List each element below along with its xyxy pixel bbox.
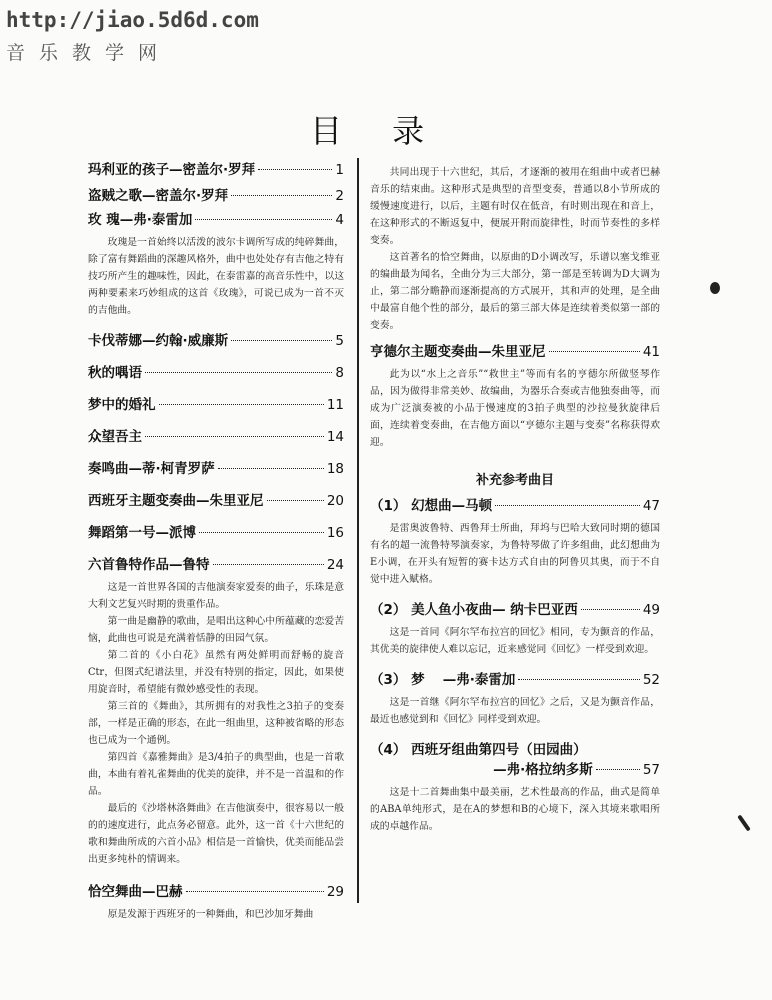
toc-entry-title: 舞蹈第一号—派博 xyxy=(88,525,196,541)
toc-entry-description xyxy=(370,694,660,728)
toc-entry xyxy=(370,760,660,780)
toc-entry-title: （4） 西班牙组曲第四号（田园曲） xyxy=(370,742,587,758)
toc-item xyxy=(88,210,344,319)
toc-dot-leader xyxy=(596,769,640,770)
toc-entry-title: 玫 瑰—弗·泰雷加 xyxy=(88,212,193,228)
supplement-section-title: 补充参考曲目 xyxy=(475,473,554,488)
toc-entry-page: 11 xyxy=(326,397,344,413)
toc-entry-page: 41 xyxy=(642,344,660,360)
description-paragraph: 第二首的《小白花》虽然有两处鲜明而舒畅的旋音Ctr，但图式纪谱法里，并没有特别的指定，因此，如果使用旋音时，希望能有微妙感受性的表现。 xyxy=(88,650,344,695)
toc-entry xyxy=(370,670,660,690)
description-paragraph: 原是发源于西班牙的一种舞曲，和巴沙加牙舞曲 xyxy=(107,909,314,920)
toc-entry-description xyxy=(370,520,660,588)
description-paragraph: 是雷奥波鲁特、西鲁拜士所曲，拜坞与巴哈大致同时期的德国有名的超一流鲁特琴演奏家，为鲁特琴做了许多组曲，此幻想曲为E小调，在开头有短暂的赛卡达方式自由的阿鲁贝其奥，而于不自觉中进入赋格。 xyxy=(370,523,660,585)
description-paragraph: 这是一首继《阿尔罕布拉宫的回忆》之后，又是为颤音作品，最近也感觉到和《回忆》同样受到欢迎。 xyxy=(370,697,660,725)
toc-entry xyxy=(88,186,344,206)
toc-entry-page: 5 xyxy=(335,333,344,349)
toc-entry-description xyxy=(88,234,344,319)
toc-dot-leader xyxy=(549,351,640,352)
toc-entry-description xyxy=(88,579,344,868)
toc-entry-page: 57 xyxy=(642,762,660,778)
toc-entry-page: 52 xyxy=(642,672,660,688)
toc-entry-page: 14 xyxy=(326,429,344,445)
toc-entry-title: （3） 梦 —弗·泰雷加 xyxy=(370,672,516,688)
description-paragraph: 第四首《嘉雅舞曲》是3/4拍子的典型曲，也是一首歌曲，本曲有着礼雀舞曲的优美的旋律，并不是一首温和的作品。 xyxy=(88,752,344,797)
toc-item xyxy=(88,363,344,383)
ink-blot xyxy=(737,814,751,831)
toc-entry-title: （2） 美人鱼小夜曲— 纳卡巴亚西 xyxy=(370,602,578,618)
toc-entry-title: 卡伐蒂娜—约翰·威廉斯 xyxy=(88,333,229,349)
toc-dot-leader xyxy=(195,219,332,220)
toc-entry-title: 奏鸣曲—蒂·柯青罗萨 xyxy=(88,461,215,477)
toc-dot-leader xyxy=(159,404,324,405)
toc-entry-page: 8 xyxy=(335,365,344,381)
description-paragraph: 最后的《沙塔林洛舞曲》在吉他演奏中，很容易以一般的的速度进行，此点务必留意。此外，这一首《十六世纪的歌和舞曲所成的六首小品》相信是一首愉快，优美而能品尝出更多纯朴的情调来。 xyxy=(88,803,344,865)
toc-dot-leader xyxy=(145,436,324,437)
ink-blot xyxy=(710,282,720,294)
toc-entry-title: 六首鲁特作品—鲁特 xyxy=(88,557,210,573)
toc-entry-title: 恰空舞曲—巴赫 xyxy=(88,884,183,900)
toc-dot-leader xyxy=(186,891,324,892)
toc-item xyxy=(370,740,660,835)
toc-dot-leader xyxy=(145,372,332,373)
toc-entry xyxy=(88,459,344,479)
toc-item xyxy=(370,342,660,451)
toc-entry xyxy=(370,600,660,620)
toc-entry-title: 众望吾主 xyxy=(88,429,142,445)
toc-entry-description xyxy=(370,784,660,835)
toc-entry xyxy=(88,395,344,415)
toc-entry-page: 16 xyxy=(326,525,344,541)
description-paragraph: 第一曲是幽静的歌曲，是唱出这种心中所蕴藏的恋爱苦恼，此曲也可说是充满着恬静的田园气氛。 xyxy=(88,616,344,644)
toc-dot-leader xyxy=(267,500,324,501)
toc-entry-description xyxy=(370,624,660,658)
toc-entry xyxy=(88,427,344,447)
toc-right-column xyxy=(370,160,660,835)
toc-entry-page: 2 xyxy=(335,188,344,204)
watermark-site: 音乐教学网 xyxy=(6,42,172,64)
toc-dot-leader xyxy=(218,468,324,469)
toc-dot-leader xyxy=(199,532,324,533)
toc-entry xyxy=(88,363,344,383)
toc-entry-page: 1 xyxy=(335,162,344,178)
toc-entry xyxy=(370,496,660,516)
watermark-url: http://jiao.5d6d.com xyxy=(6,8,259,32)
toc-entry xyxy=(370,740,660,760)
toc-entry-title: 梦中的婚礼 xyxy=(88,397,156,413)
toc-left-column xyxy=(88,160,344,923)
toc-item xyxy=(88,459,344,479)
toc-item xyxy=(88,427,344,447)
toc-entry-title: 西班牙主题变奏曲—朱里亚尼 xyxy=(88,493,264,509)
description-paragraph: 共同出现于十六世纪，其后，才逐渐的被用在组曲中或者巴赫音乐的结束曲。这种形式是典型的音型变奏，普通以8小节所成的缓慢速度进行，以后，主题有时仅在低音，有时则出现在和音上，在这种形式的不断返复中，便展开附而旋律性，时而节奏性的多样变奏。 xyxy=(370,167,660,246)
toc-item xyxy=(88,491,344,511)
toc-item xyxy=(88,186,344,206)
toc-item xyxy=(88,160,344,180)
toc-entry xyxy=(88,882,344,902)
toc-item xyxy=(370,670,660,728)
toc-entry-description xyxy=(88,906,344,923)
toc-dot-leader xyxy=(495,505,640,506)
description-paragraph: 第三首的《舞曲》，其所拥有的对我性之3拍子的变奏部，一样是正确的形态，在此一组曲里，这种被省略的形态也已成为一个通例。 xyxy=(88,701,344,746)
toc-entry-page: 49 xyxy=(642,602,660,618)
toc-item xyxy=(370,496,660,588)
toc-entry xyxy=(88,210,344,230)
description-paragraph: 这是一首同《阿尔罕布拉宫的回忆》相同，专为颤音的作品，其优美的旋律使人难以忘记，近来感觉同《回忆》一样受到欢迎。 xyxy=(370,627,660,655)
toc-item xyxy=(88,555,344,868)
toc-entry xyxy=(370,342,660,362)
description-paragraph: 这首著名的恰空舞曲，以原曲的D小调改写，乐谱以塞戈维亚的编曲最为闻名，全曲分为三大部分，第一部是至转调为D大调为止，第二部分瞻静而逐渐提高的方式展开，其和声的处理，是全曲中最富自他个性的部分，最后的第三部大体是连续着类似第一部的变奏。 xyxy=(370,252,660,331)
toc-entry xyxy=(88,555,344,575)
description-paragraph: 这是十二首舞曲集中最美丽，艺术性最高的作品，曲式是简单的ABA单纯形式，是在A的梦想和B的心境下，深入其境来歌唱所成的卓越作品。 xyxy=(370,787,660,832)
toc-dot-leader xyxy=(518,679,639,680)
toc-item xyxy=(88,882,344,923)
description-paragraph: 玫瑰是一首始终以活泼的波尔卡调所写成的纯碎舞曲，除了富有舞蹈曲的深趣风格外，曲中也处处存有吉他之特有技巧所产生的趣味性，因此，在泰雷嘉的高音乐性中，以这两种要素来巧妙组成的这首《玫瑰》，可说已成为一首不灭的吉他曲。 xyxy=(88,237,344,316)
toc-entry-page: 24 xyxy=(326,557,344,573)
toc-entry xyxy=(88,523,344,543)
toc-entry xyxy=(88,160,344,180)
toc-entry-page: 20 xyxy=(326,493,344,509)
toc-entry xyxy=(88,491,344,511)
page-title: 目 录 xyxy=(310,112,445,150)
toc-dot-leader xyxy=(231,195,332,196)
toc-dot-leader xyxy=(213,564,324,565)
toc-entry-title: （1） 幻想曲—马顿 xyxy=(370,498,493,514)
toc-item xyxy=(88,331,344,351)
description-paragraph: 此为以“水上之音乐”“救世主”等而有名的亨德尔所做竖琴作品，因为做得非常美妙、故编曲，为器乐合奏或吉他独奏曲等，而成为广泛演奏被的小品于慢速度的3拍子典型的沙拉曼狄旋律后面，连续着变奏曲，在吉他方面以“亨德尔主题与变奏”名称获得欢迎。 xyxy=(370,369,660,448)
toc-item xyxy=(88,395,344,415)
column-divider xyxy=(357,158,359,903)
toc-dot-leader xyxy=(258,169,332,170)
toc-entry-page: 47 xyxy=(642,498,660,514)
toc-entry-title: 亨德尔主题变奏曲—朱里亚尼 xyxy=(370,344,546,360)
toc-entry-title: 玛利亚的孩子—密盖尔·罗拜 xyxy=(88,162,256,178)
toc-entry-description xyxy=(370,366,660,451)
toc-entry-page: 18 xyxy=(326,461,344,477)
toc-entry-description xyxy=(370,164,660,334)
toc-entry-page: 29 xyxy=(326,884,344,900)
toc-entry-page: 4 xyxy=(335,212,344,228)
toc-dot-leader xyxy=(231,340,332,341)
toc-entry-title: 盗贼之歌—密盖尔·罗拜 xyxy=(88,188,229,204)
toc-entry xyxy=(88,331,344,351)
toc-item xyxy=(370,600,660,658)
toc-dot-leader xyxy=(581,609,640,610)
toc-item xyxy=(88,523,344,543)
toc-entry-title: 秋的喁语 xyxy=(88,365,142,381)
toc-entry-title: —弗·格拉纳多斯 xyxy=(493,762,593,778)
description-paragraph: 这是一首世界各国的吉他演奏家爱奏的曲子，乐珠是意大利文艺复兴时期的贵重作品。 xyxy=(88,582,344,610)
